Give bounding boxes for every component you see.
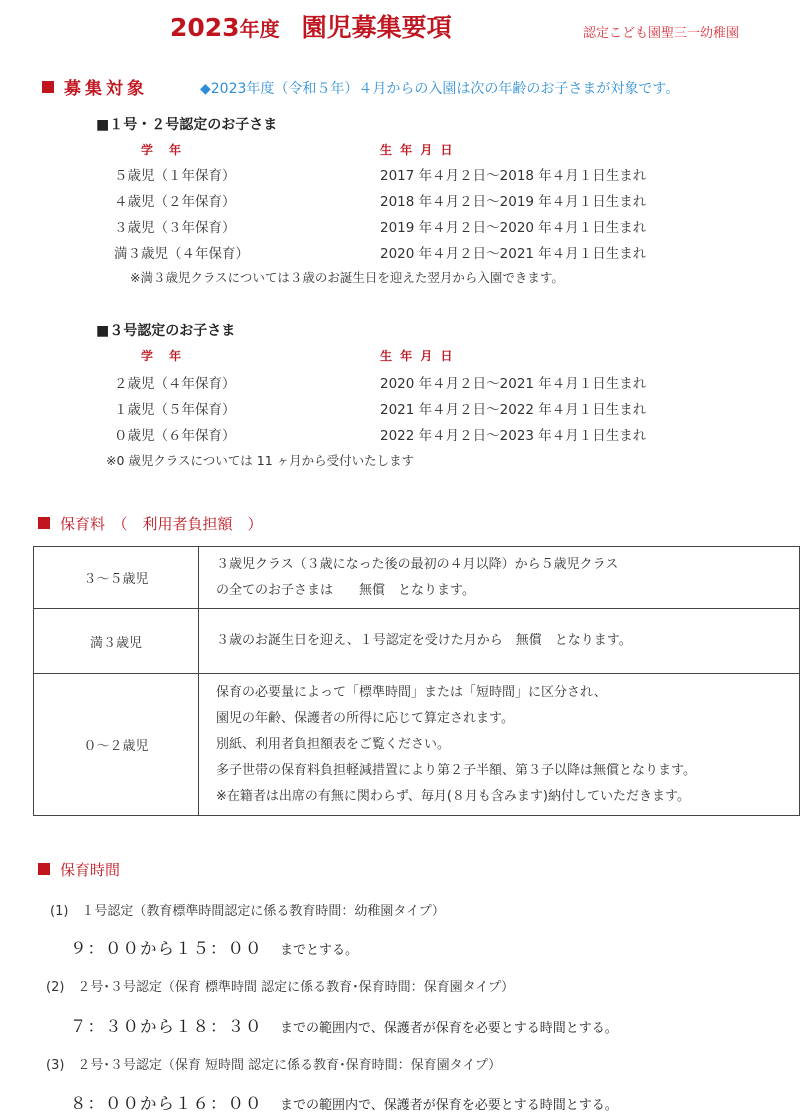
group2-row-grade: ２歳児（４年保育） <box>114 376 236 392</box>
table-row <box>34 609 800 674</box>
hours-item-label: (3) ２号･３号認定（保育 短時間 認定に係る教育･保育時間：保育園タイプ） <box>46 1058 502 1073</box>
table-row <box>34 674 800 816</box>
hours-heading: 保育時間 <box>38 859 120 880</box>
group1-note: ※満３歳児クラスについては３歳のお誕生日を迎えた翌月から入園できます。 <box>130 270 564 285</box>
fee-desc: ３歳児クラス（３歳になった後の最初の４月以降）から５歳児クラス の全てのお子さまは 無償 となります。 <box>199 547 800 609</box>
recruitment-description: ◆2023年度（令和５年）４月からの入園は次の年齢のお子さまが対象です。 <box>200 81 680 97</box>
group1-row-grade: ５歳児（１年保育） <box>114 168 236 184</box>
group1-row-grade: 満３歳児（４年保育） <box>114 246 249 262</box>
group1-row-birth: 2018 年４月２日～2019 年４月１日生まれ <box>380 194 647 210</box>
group2-note: ※0 歳児クラスについては 11 ヶ月から受付いたします <box>106 453 415 468</box>
recruitment-heading: 募集対象 <box>42 74 148 99</box>
fees-heading: 保育料 （ 利用者負担額 ） <box>38 513 263 534</box>
group1-row-birth: 2020 年４月２日～2021 年４月１日生まれ <box>380 246 647 262</box>
group2-row-grade: １歳児（５年保育） <box>114 402 236 418</box>
fee-table <box>33 546 800 816</box>
square-bullet-icon <box>38 863 50 875</box>
group2-row-grade: ０歳児（６年保育） <box>114 428 236 444</box>
group2-col-birth: 生 年 月 日 <box>380 349 455 363</box>
page-title <box>170 8 452 44</box>
group1-title: ■１号・２号認定のお子さま <box>96 117 278 133</box>
group1-row-grade: ４歳児（２年保育） <box>114 194 236 210</box>
square-bullet-icon <box>38 517 50 529</box>
hours-item-label: (2) ２号･３号認定（保育 標準時間 認定に係る教育･保育時間：保育園タイプ） <box>46 980 515 995</box>
fee-age: ３～５歳児 <box>34 547 199 609</box>
fee-desc: 保育の必要量によって「標準時間」または「短時間」に区分され、 園児の年齢、保護者の所得に応じて算定されます。 別紙、利用者負担額表をご覧ください。 多子世帯の保育料負担軽減措置により第２子半額、第３子以降は無償となります。 ※在籍者は出席の有無に関わらず、毎月(８月も含みます)納付していただきます。 <box>199 674 800 816</box>
group1-row-birth: 2017 年４月２日～2018 年４月１日生まれ <box>380 168 647 184</box>
group1-row-grade: ３歳児（３年保育） <box>114 220 236 236</box>
group2-row-birth: 2021 年４月２日～2022 年４月１日生まれ <box>380 402 647 418</box>
table-row <box>34 547 800 609</box>
group2-col-grade: 学 年 <box>141 349 184 363</box>
group2-row-birth: 2020 年４月２日～2021 年４月１日生まれ <box>380 376 647 392</box>
hours-item-time: ９：００から１５：００ までとする。 <box>70 939 359 958</box>
group2-title: ■３号認定のお子さま <box>96 323 236 339</box>
fee-age: 満３歳児 <box>34 609 199 674</box>
group2-row-birth: 2022 年４月２日～2023 年４月１日生まれ <box>380 428 647 444</box>
hours-item-time: ７：３０から１８：３０ までの範囲内で、保護者が保育を必要とする時間とする。 <box>70 1017 618 1036</box>
group1-col-birth: 生 年 月 日 <box>380 143 455 157</box>
organization-name: 認定こども園聖三一幼稚園 <box>583 26 740 41</box>
hours-item-time: ８：００から１６：００ までの範囲内で、保護者が保育を必要とする時間とする。 <box>70 1094 618 1113</box>
group1-row-birth: 2019 年４月２日～2020 年４月１日生まれ <box>380 220 647 236</box>
title-fiscal-year: 年度 <box>239 17 280 41</box>
title-main: 園児募集要項 <box>301 13 452 42</box>
fee-age: ０～２歳児 <box>34 674 199 816</box>
group1-col-grade: 学 年 <box>141 143 184 157</box>
square-bullet-icon <box>42 81 54 93</box>
fee-desc: ３歳のお誕生日を迎え、１号認定を受けた月から 無償 となります。 <box>199 609 800 674</box>
title-year: 2023 <box>170 13 240 42</box>
hours-item-label: (1) １号認定（教育標準時間認定に係る教育時間：幼稚園タイプ） <box>50 904 445 919</box>
